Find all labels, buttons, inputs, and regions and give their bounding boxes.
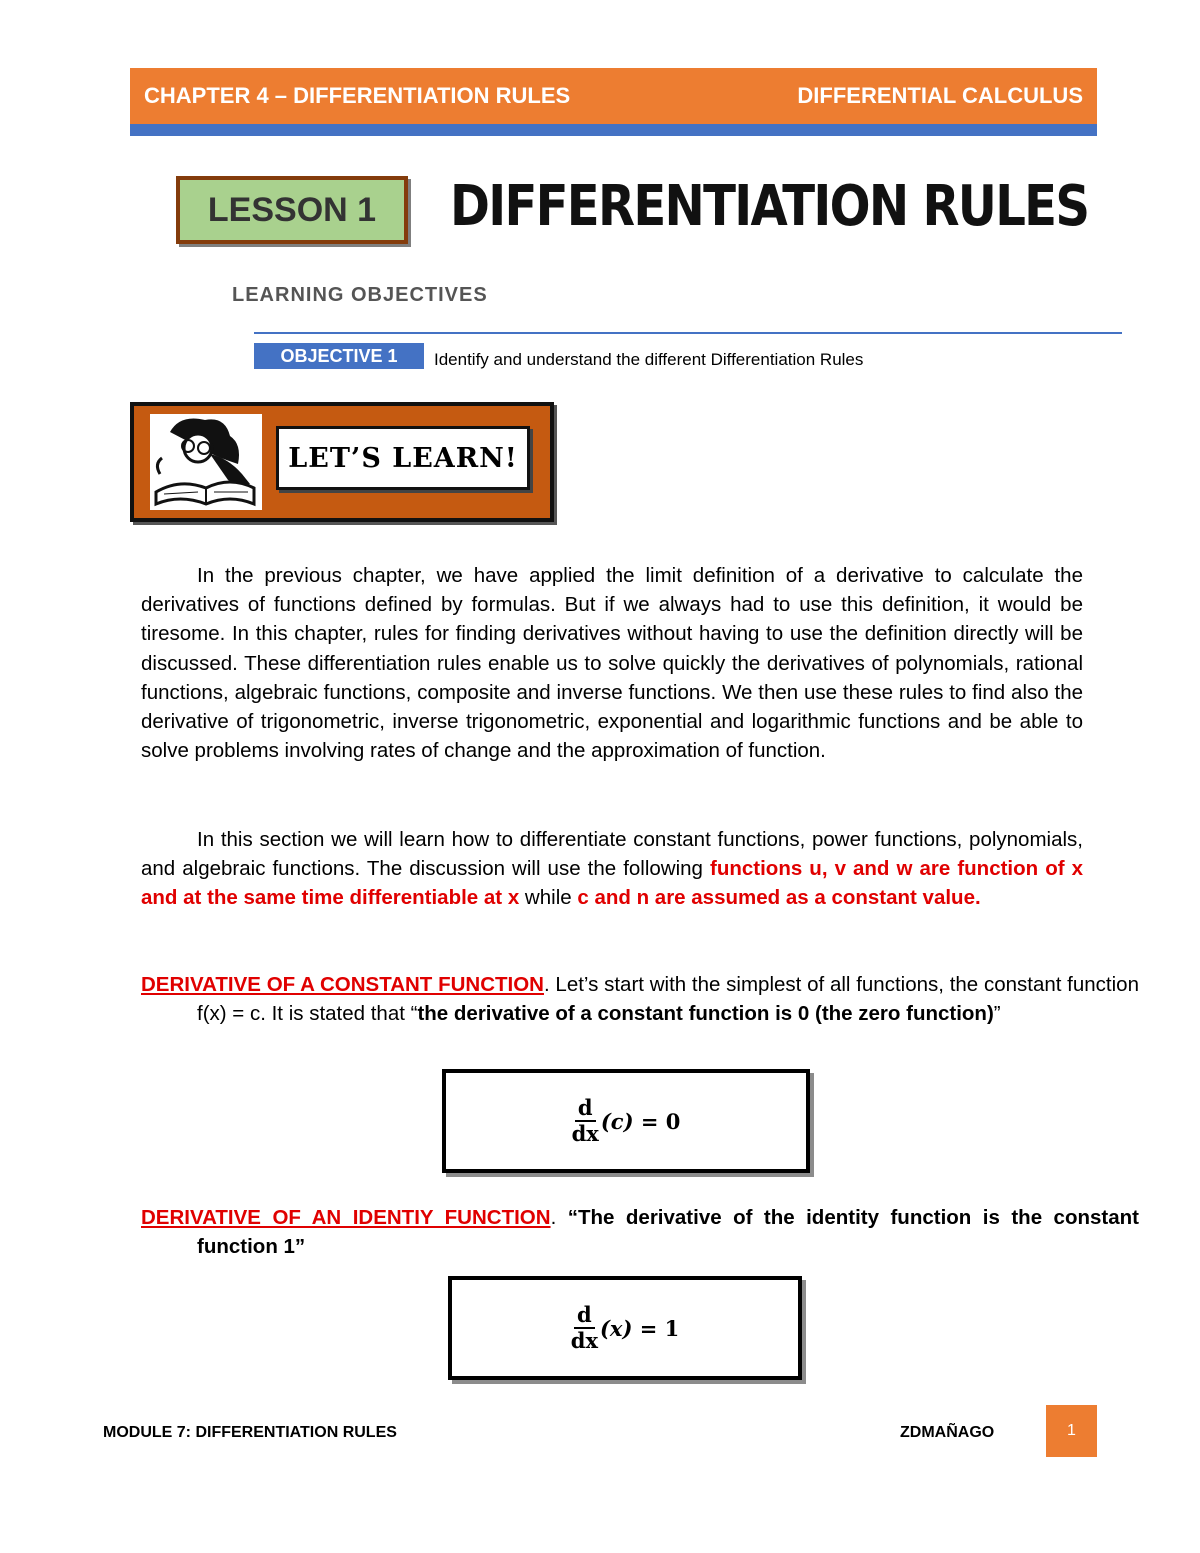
formula-result: 1 <box>664 1315 680 1341</box>
identity-rule-statement: “The derivative of the identity function is the constant function 1” <box>197 1206 1139 1259</box>
operator-numerator: d <box>574 1304 595 1329</box>
chapter-header <box>130 68 1097 124</box>
operator-numerator: d <box>575 1097 596 1122</box>
constant-rule-statement: the derivative of a constant function is 0 (the zero function) <box>417 1002 994 1026</box>
lets-learn-banner <box>130 402 554 522</box>
lesson-title: DIFFERENTIATION RULES <box>450 174 1089 239</box>
identity-rule-formula-box <box>448 1276 802 1380</box>
reading-scholar-illustration <box>150 414 262 510</box>
identity-rule-heading: DERIVATIVE OF AN IDENTIY FUNCTION <box>141 1206 551 1229</box>
page-number: 1 <box>1046 1405 1097 1457</box>
constant-rule-formula-box <box>442 1069 810 1173</box>
learning-objectives-heading: LEARNING OBJECTIVES <box>232 284 488 306</box>
intro-paragraph-1 <box>141 561 1083 765</box>
objective-text: Identify and understand the different Differentiation Rules <box>434 350 864 369</box>
formula-argument: (x) <box>599 1315 633 1341</box>
intro-connector: while <box>519 886 578 910</box>
footer-module: MODULE 7: DIFFERENTIATION RULES <box>103 1424 397 1441</box>
identity-rule-formula <box>571 1304 679 1352</box>
intro-assumption-functions: functions u, v and w are function of x and at the same time differentiable at x <box>141 857 1084 910</box>
objective-badge: OBJECTIVE 1 <box>254 343 424 369</box>
reading-scholar-icon <box>150 414 262 510</box>
constant-rule-text: . Let’s start with the simplest of all functions, the constant function f(x) = c. It is stated that “ <box>197 973 1139 1026</box>
formula-argument: (c) <box>600 1108 634 1134</box>
operator-denominator: dx <box>571 1121 599 1146</box>
identity-rule-paragraph <box>141 1203 1139 1261</box>
constant-rule-paragraph <box>141 970 1139 1028</box>
objectives-divider <box>254 332 1122 334</box>
identity-rule-text: . <box>550 1206 568 1229</box>
constant-rule-formula <box>572 1097 681 1145</box>
header-accent-bar <box>130 124 1097 136</box>
intro-paragraph-1-text: In the previous chapter, we have applied the limit definition of a derivative to calculate the derivatives of functions defined by formulas. But if we always had to use this definition, it would be tiresome. In this chapter, rules for finding derivatives without having to use the definition directly will be discussed. These differentiation rules enable us to solve quickly the derivatives of polynomials, rational functions, algebraic functions, composite and inverse functions. We then use these rules to find also the derivative of trigonometric, inverse trigonometric, exponential and logarithmic functions and be able to solve problems involving rates of change and the approximation of function. <box>141 564 1083 763</box>
lets-learn-label: LET’S LEARN! <box>276 426 530 490</box>
formula-equals: = <box>633 1108 666 1134</box>
formula-result: 0 <box>665 1108 681 1134</box>
formula-equals: = <box>632 1315 665 1341</box>
constant-rule-close-quote: ” <box>993 1002 1001 1026</box>
lesson-badge: LESSON 1 <box>176 176 408 244</box>
intro-assumption-constants: c and n are assumed as a constant value. <box>577 886 981 910</box>
footer-author: ZDMAÑAGO <box>900 1424 995 1441</box>
derivative-operator <box>571 1304 598 1352</box>
operator-denominator: dx <box>570 1328 598 1353</box>
constant-rule-heading: DERIVATIVE OF A CONSTANT FUNCTION <box>141 973 544 996</box>
chapter-title: CHAPTER 4 – DIFFERENTIATION RULES <box>144 83 571 108</box>
derivative-operator <box>572 1097 599 1145</box>
intro-paragraph-2 <box>141 825 1083 913</box>
intro-paragraph-2-text: In this section we will learn how to differentiate constant functions, power functions, polynomials, and algebraic functions. The discussion will use the following <box>141 828 1083 881</box>
subject-title: DIFFERENTIAL CALCULUS <box>797 83 1083 108</box>
